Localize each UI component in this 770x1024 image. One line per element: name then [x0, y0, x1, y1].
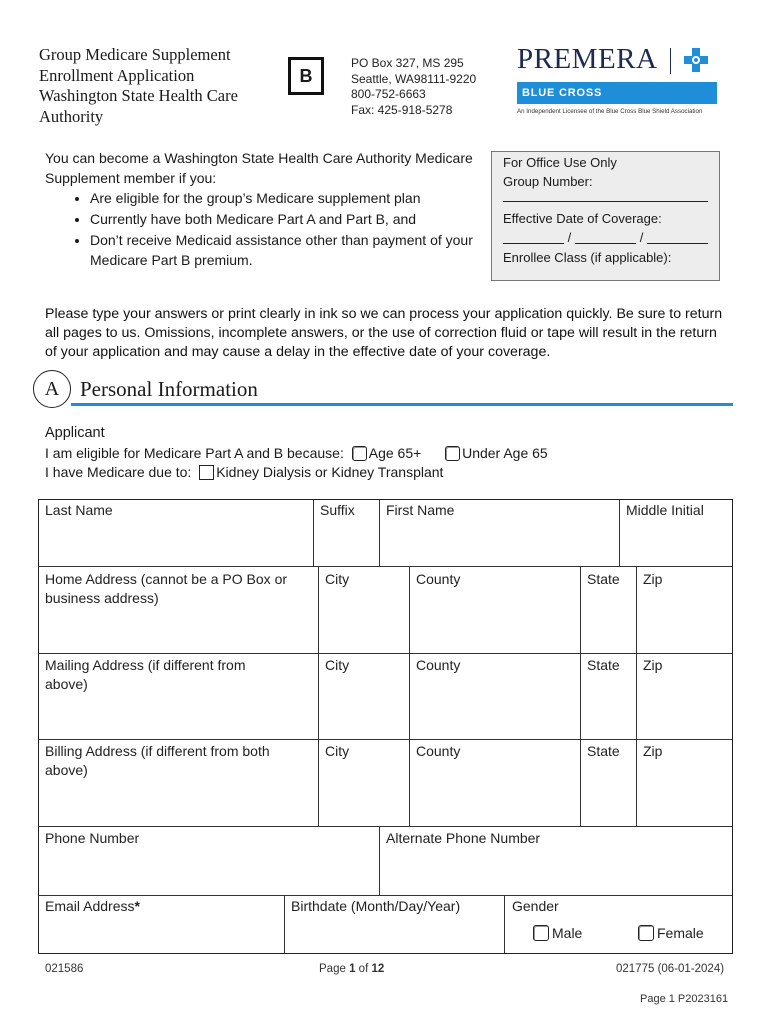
under65-checkbox[interactable] — [445, 446, 460, 461]
phone-number-field[interactable]: Phone Number — [45, 830, 140, 846]
suffix-field[interactable]: Suffix — [320, 502, 355, 518]
mailing-county-field[interactable]: County — [416, 657, 461, 673]
page-indicator — [319, 963, 384, 975]
female-checkbox[interactable] — [638, 925, 654, 941]
billing-address-field[interactable]: Billing Address (if different from both above) — [45, 743, 270, 778]
required-asterisk: * — [134, 898, 140, 914]
male-label: Male — [552, 925, 583, 941]
kidney-label: Kidney Dialysis or Kidney Transplant — [216, 464, 444, 480]
kidney-checkbox[interactable] — [199, 465, 214, 480]
section-title: Personal Information — [80, 377, 258, 401]
address-line: Seattle, WA98111-9220 — [351, 71, 477, 86]
effective-date-lines: / / — [503, 229, 708, 248]
male-option[interactable] — [533, 924, 582, 943]
page-current: 1 — [349, 963, 356, 975]
form-letter-badge: B — [288, 57, 324, 95]
under65-label: Under Age 65 — [462, 445, 548, 461]
last-name-field[interactable]: Last Name — [45, 502, 113, 518]
billing-county-field[interactable]: County — [416, 743, 461, 759]
logo-tagline: An Independent Licensee of the Blue Cross Blue Shield Association — [517, 108, 703, 115]
title-line: Group Medicare Supplement — [39, 45, 231, 64]
middle-initial-field[interactable]: Middle Initial — [626, 502, 704, 518]
enrollee-class-label: Enrollee Class (if applicable): — [503, 250, 672, 265]
home-county-field[interactable]: County — [416, 571, 461, 587]
premera-logo — [517, 43, 717, 115]
billing-city-field[interactable]: City — [325, 743, 350, 759]
female-option[interactable] — [638, 924, 704, 943]
page-total: 12 — [371, 963, 385, 975]
applicant-heading: Applicant — [45, 425, 105, 441]
office-use-box — [491, 151, 720, 281]
logo-wordmark: PREMERA — [517, 43, 658, 75]
home-state-field[interactable]: State — [587, 571, 620, 587]
eligibility-prompt: I am eligible for Medicare Part A and B because: — [45, 445, 344, 461]
form-code-left: 021586 — [45, 963, 84, 975]
blue-cross-icon — [682, 46, 710, 74]
home-zip-field[interactable]: Zip — [643, 571, 663, 587]
personal-info-form — [38, 499, 733, 954]
page-of: of — [358, 963, 369, 975]
eligibility-questions — [45, 444, 548, 482]
office-use-title: For Office Use Only — [503, 155, 617, 170]
age65-label: Age 65+ — [368, 445, 422, 461]
alternate-phone-field[interactable]: Alternate Phone Number — [386, 830, 541, 846]
mailing-address-field[interactable]: Mailing Address (if different from above) — [45, 657, 246, 692]
address-line: PO Box 327, MS 295 — [351, 56, 464, 70]
mailing-address-block — [351, 56, 476, 118]
instructions-text: Please type your answers or print clearly in ink so we can process your application quickly. Be sure to return all pages to us. Omissions, incomplete answers, or the use of correction fluid or tape will result in the return of your application and may cause a delay in the effective date of your coverage. — [45, 306, 723, 360]
age65-checkbox[interactable] — [352, 446, 367, 461]
blue-cross-bar: BLUE CROSS — [517, 82, 717, 104]
phone-line: 800-752-6663 — [351, 87, 426, 101]
home-city-field[interactable]: City — [325, 571, 350, 587]
gender-label: Gender — [512, 898, 559, 914]
eligibility-list — [45, 188, 485, 270]
title-line: Enrollment Application — [39, 65, 195, 85]
mailing-city-field[interactable]: City — [325, 657, 350, 673]
title-line: Authority — [39, 106, 104, 126]
medicare-due-prompt: I have Medicare due to: — [45, 464, 192, 480]
first-name-field[interactable]: First Name — [386, 502, 455, 518]
list-item: • Currently have both Medicare Part A and Part B, and — [90, 209, 485, 229]
billing-state-field[interactable]: State — [587, 743, 620, 759]
bottom-page-ref: Page 1 P2023161 — [640, 993, 729, 1005]
effective-date-label: Effective Date of Coverage: — [503, 211, 662, 226]
form-code-right: 021775 (06-01-2024) — [616, 963, 725, 975]
home-address-field[interactable]: Home Address (cannot be a PO Box or business address) — [45, 571, 288, 606]
list-item: • Don’t receive Medicaid assistance other than payment of your Medicare Part B premium. — [90, 230, 485, 270]
form-title — [39, 45, 289, 127]
email-address-field[interactable] — [45, 897, 140, 916]
male-checkbox[interactable] — [533, 925, 549, 941]
list-item: • Are eligible for the group’s Medicare supplement plan — [90, 188, 485, 208]
section-letter: A — [33, 370, 71, 408]
billing-zip-field[interactable]: Zip — [643, 743, 663, 759]
section-rule — [71, 403, 733, 406]
intro-lead: You can become a Washington State Health Care Authority Medicare Supplement member if you: — [45, 150, 473, 186]
group-number-line — [503, 191, 708, 202]
mailing-state-field[interactable]: State — [587, 657, 620, 673]
birthdate-field[interactable]: Birthdate (Month/Day/Year) — [291, 898, 461, 914]
group-number-label: Group Number: — [503, 173, 593, 189]
page-label: Page — [319, 963, 346, 975]
title-line: Washington State Health Care — [39, 86, 238, 105]
female-label: Female — [657, 925, 704, 941]
mailing-zip-field[interactable]: Zip — [643, 657, 663, 673]
fax-line: Fax: 425-918-5278 — [351, 102, 453, 117]
logo-divider — [670, 48, 671, 74]
email-label: Email Address — [45, 898, 135, 914]
eligibility-intro — [45, 148, 485, 271]
